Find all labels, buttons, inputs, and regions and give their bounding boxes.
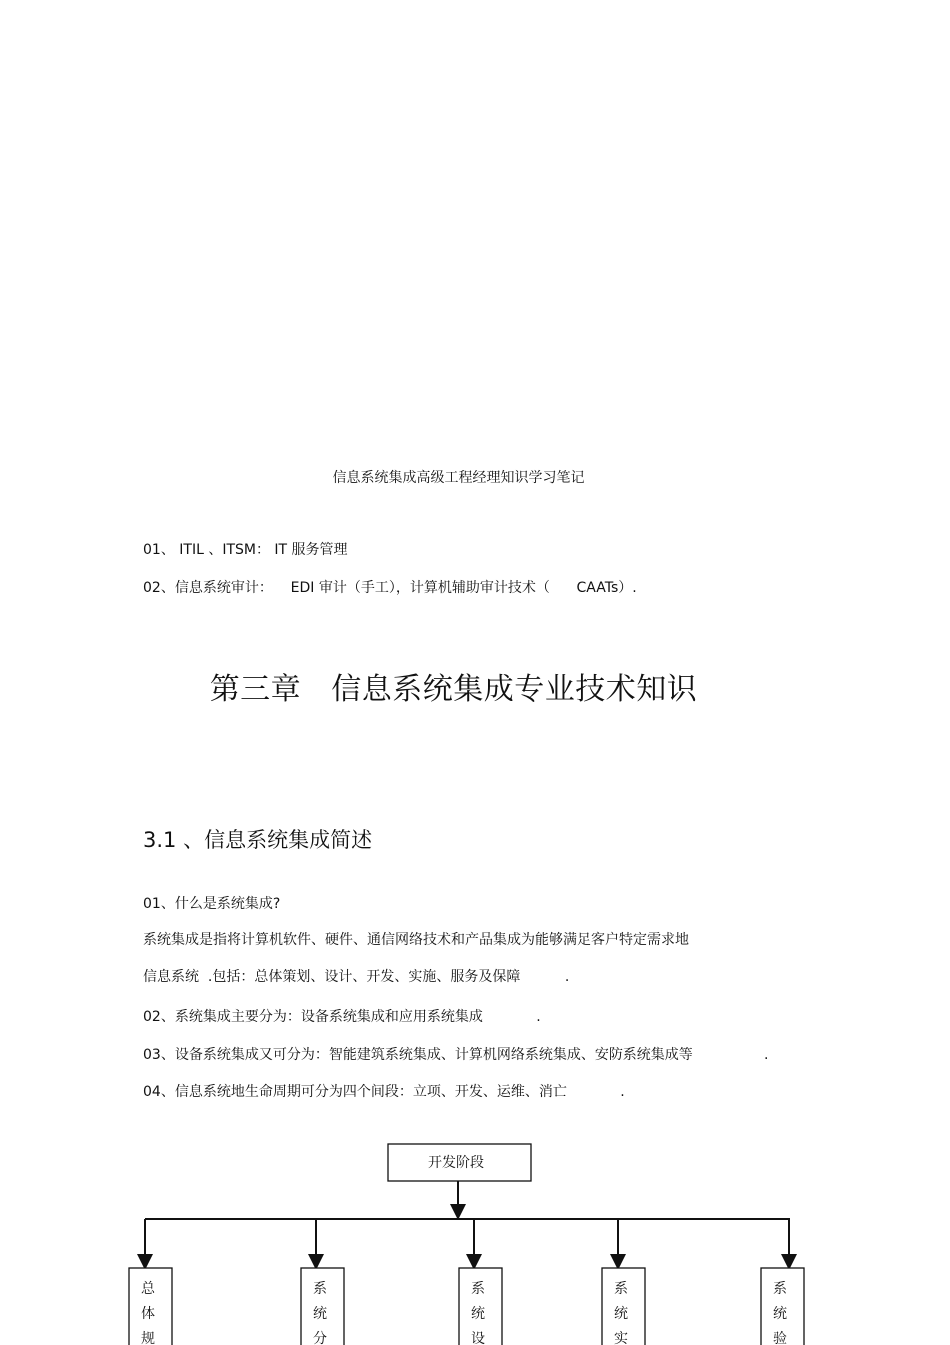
document-title: 信息系统集成高级工程经理知识学习笔记 (332, 470, 585, 486)
diagram-child-label: 总 (141, 1281, 155, 1297)
diagram-child-label: 系 (614, 1281, 628, 1297)
diagram-child-label: 验 (773, 1331, 787, 1345)
diagram-child-label: 规 (141, 1331, 155, 1345)
diagram-child-label: 系 (773, 1281, 787, 1297)
note-line-audit: 02、信息系统审计： EDI 审计（手工），计算机辅助审计技术（ CAATs）. (143, 580, 637, 596)
diagram-child-label: 统 (773, 1306, 787, 1322)
diagram-child-label: 实 (614, 1331, 628, 1345)
diagram-child-label: 系 (471, 1281, 485, 1297)
diagram-child-label: 统 (471, 1306, 485, 1322)
diagram-child-label: 设 (471, 1331, 485, 1345)
note-line-itil: 01、 ITIL 、ITSM： IT 服务管理 (143, 542, 348, 558)
diagram-child-label: 统 (313, 1306, 327, 1322)
diagram-root-label: 开发阶段 (428, 1155, 484, 1171)
paragraph-lifecycle: 04、信息系统地生命周期可分为四个间段：立项、开发、运维、消亡 . (143, 1084, 625, 1100)
diagram-child-label: 系 (313, 1281, 327, 1297)
diagram-child-label: 体 (141, 1306, 155, 1322)
diagram-child-label: 分 (313, 1331, 327, 1345)
paragraph-definition-2: 信息系统 .包括：总体策划、设计、开发、实施、服务及保障 . (143, 969, 570, 985)
paragraph-integration-types: 02、系统集成主要分为：设备系统集成和应用系统集成 . (143, 1009, 541, 1025)
section-title: 3.1 、信息系统集成简述 (143, 828, 373, 852)
paragraph-device-integration: 03、设备系统集成又可分为：智能建筑系统集成、计算机网络系统集成、安防系统集成等 . (143, 1047, 769, 1063)
paragraph-definition-1: 系统集成是指将计算机软件、硬件、通信网络技术和产品集成为能够满足客户特定需求地 (143, 932, 689, 948)
diagram-child-label: 统 (614, 1306, 628, 1322)
chapter-title: 第三章 信息系统集成专业技术知识 (209, 672, 698, 707)
paragraph-question: 01、什么是系统集成? (143, 896, 281, 912)
